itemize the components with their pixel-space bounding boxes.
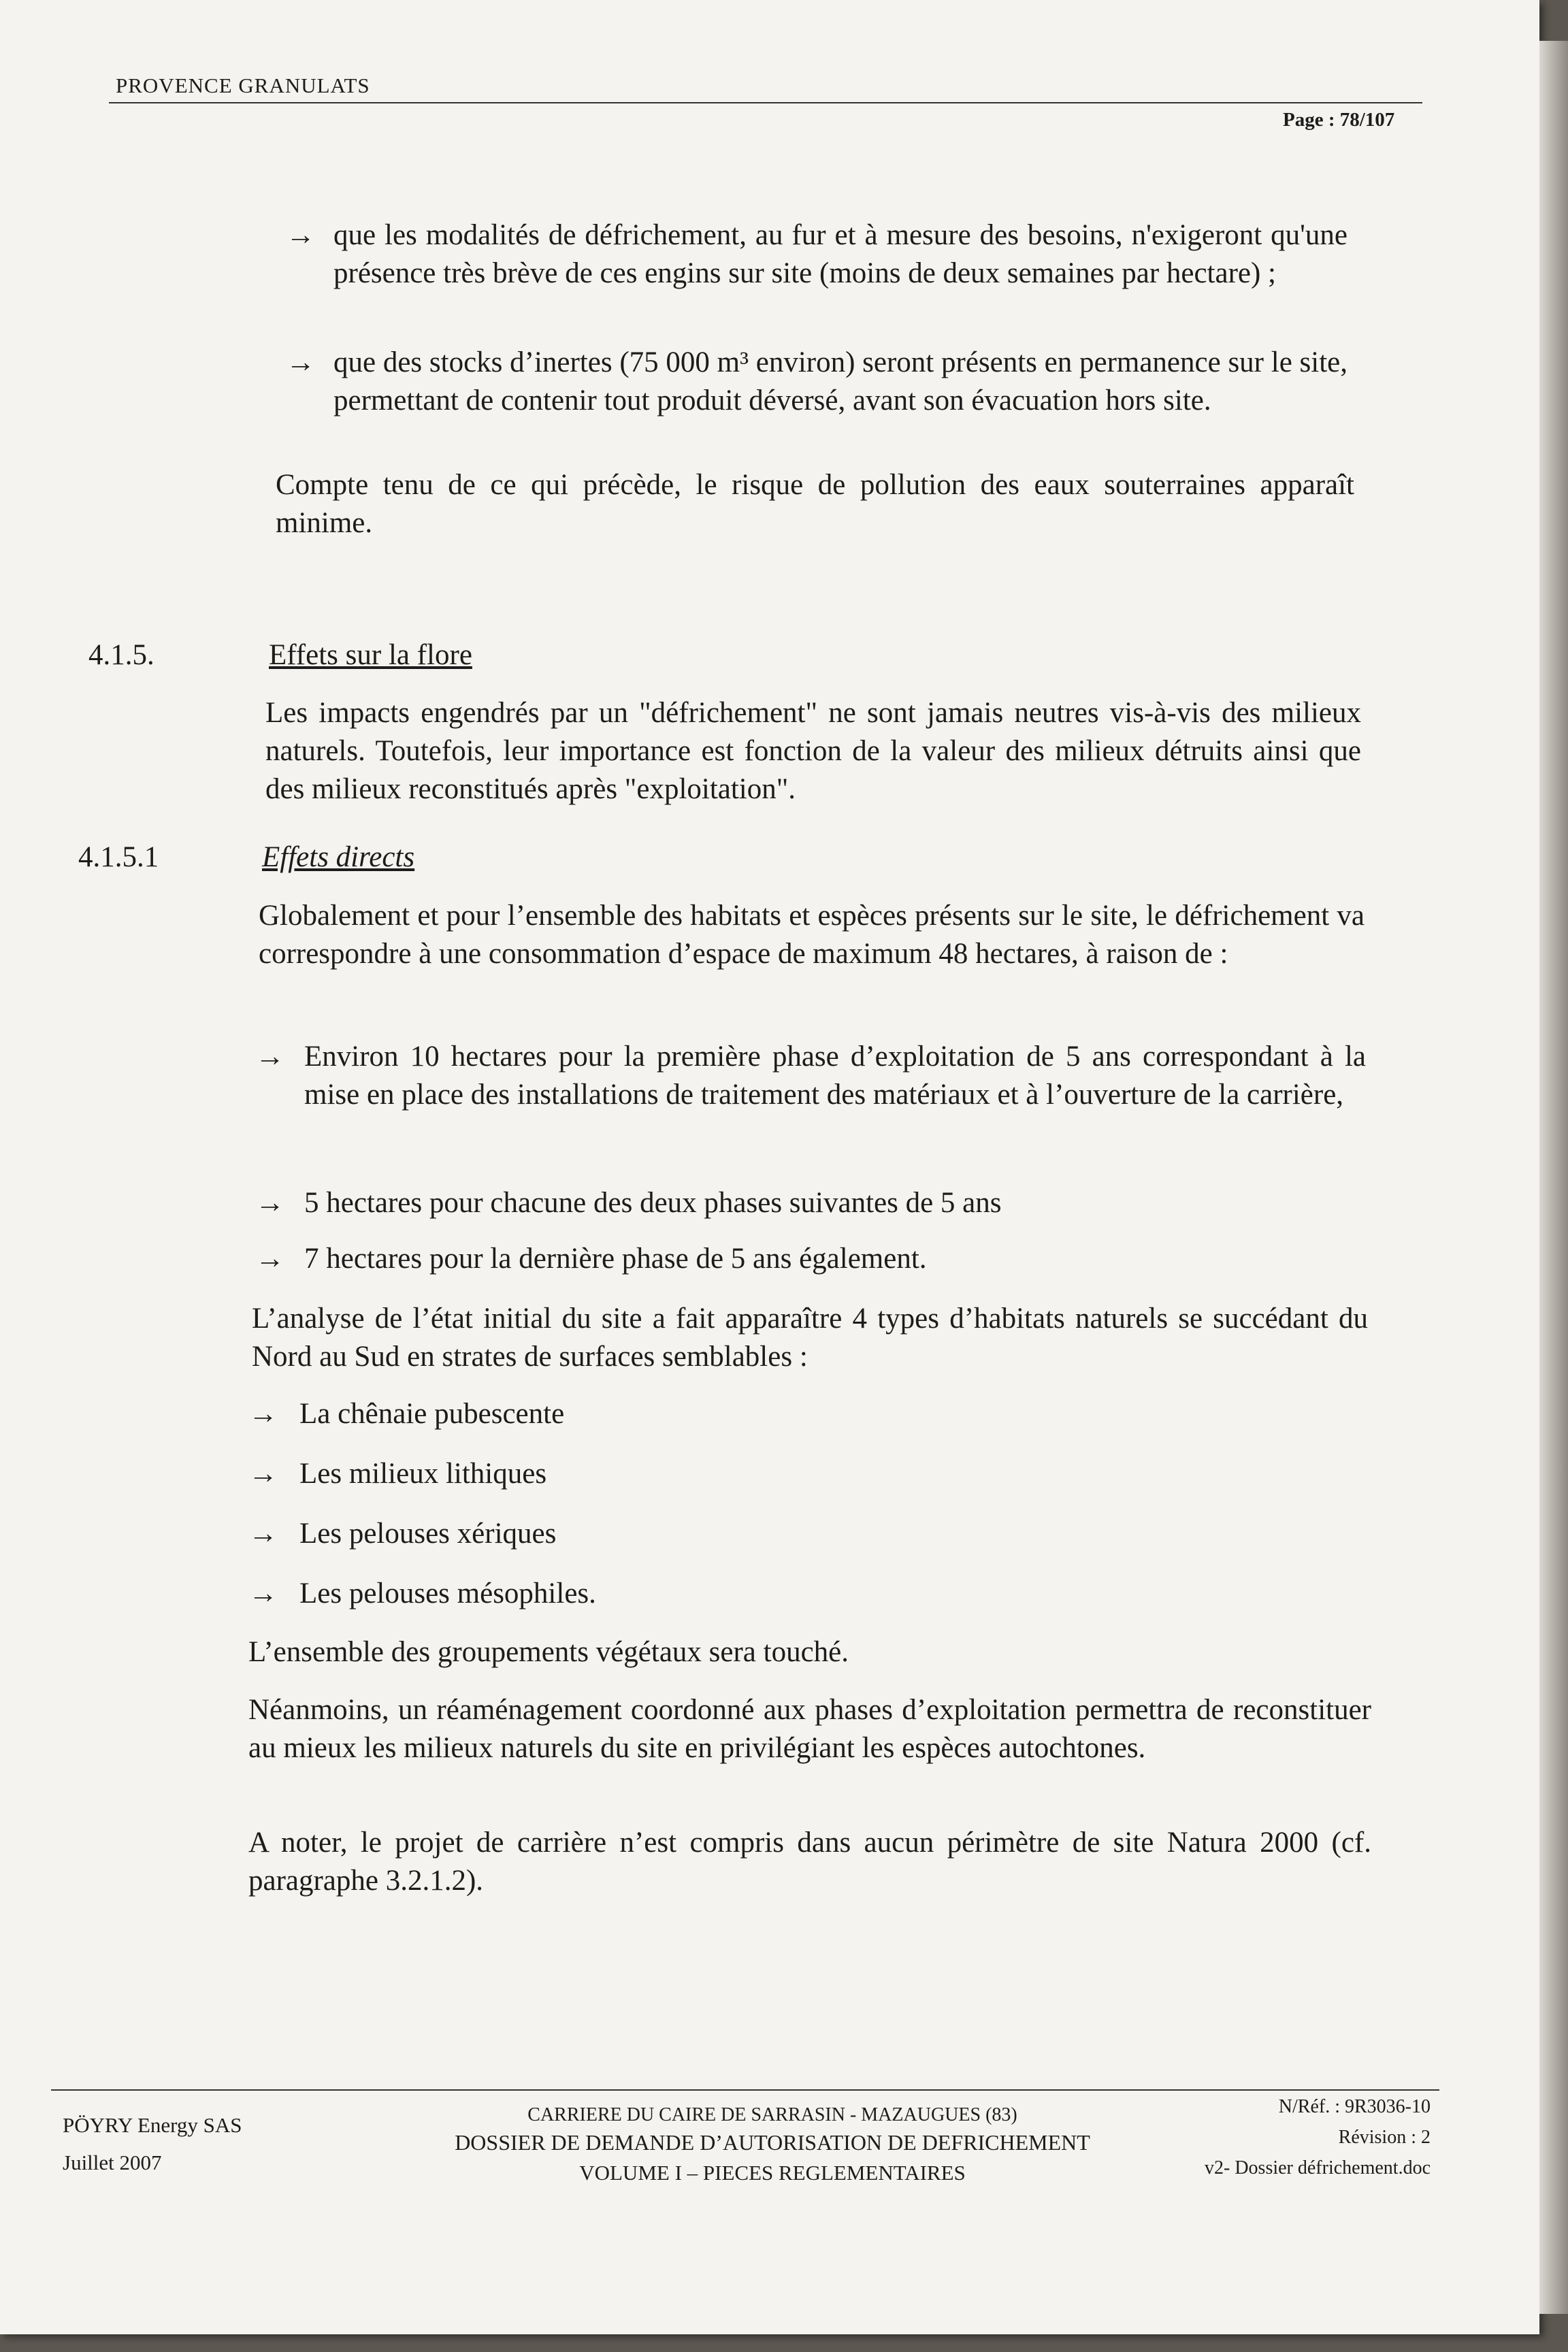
- paragraph-consumption: Globalement et pour l’ensemble des habitats et espèces présents sur le site, le défrichement va correspondre à une consommation d’espace de maximum 48 hectares, à raison de :: [259, 900, 1365, 970]
- section-paragraph: Les impacts engendrés par un "défrichement" ne sont jamais neutres vis-à-vis des milieux naturels. Toutefois, leur importance est fonction de la valeur des milieux détruits ainsi que des milieux reconstitués après "exploitation".: [265, 697, 1361, 805]
- arrow-icon: →: [248, 1398, 278, 1430]
- arrow-icon: →: [286, 219, 315, 251]
- section-number: 4.1.5.: [88, 639, 154, 671]
- arrow-icon: →: [248, 1578, 278, 1610]
- footer-dossier: DOSSIER DE DEMANDE D’AUTORISATION DE DEFRICHEMENT: [455, 2130, 1090, 2155]
- arrow-icon: →: [255, 1041, 284, 1073]
- arrow-icon: →: [286, 346, 315, 378]
- header-rule: [109, 102, 1422, 103]
- footer-rule: [51, 2089, 1439, 2091]
- subsection-title: Effets directs: [262, 841, 415, 873]
- page-stack-edge: [1539, 41, 1568, 2314]
- conclusion-paragraph: Compte tenu de ce qui précède, le risque de pollution des eaux souterraines apparaît minime.: [276, 469, 1354, 539]
- section-title: Effets sur la flore: [269, 639, 472, 671]
- bullet-text: que les modalités de défrichement, au fur et à mesure des besoins, n'exigeront qu'une présence très brève de ces engins sur site (moins de deux semaines par hectare) ;: [333, 219, 1348, 289]
- bullet-text: que des stocks d’inertes (75 000 m³ environ) seront présents en permanence sur le site, permettant de contenir tout produit déversé, avant son évacuation hors site.: [333, 346, 1348, 416]
- footer-filename: v2- Dossier défrichement.doc: [1205, 2157, 1431, 2178]
- arrow-icon: →: [248, 1518, 278, 1550]
- arrow-icon: →: [255, 1187, 284, 1219]
- subsection-number: 4.1.5.1: [78, 841, 159, 873]
- paragraph-natura: A noter, le projet de carrière n’est compris dans aucun périmètre de site Natura 2000 (cf. paragraphe 3.2.1.2).: [248, 1827, 1371, 1897]
- footer-revision: Révision : 2: [1338, 2127, 1431, 2148]
- paragraph-groupements: L’ensemble des groupements végétaux sera touché.: [248, 1636, 849, 1668]
- habitat-text: Les pelouses mésophiles.: [299, 1578, 596, 1610]
- habitat-text: Les pelouses xériques: [299, 1518, 557, 1550]
- header-company: PROVENCE GRANULATS: [116, 74, 370, 97]
- page-number: Page : 78/107: [1283, 109, 1395, 131]
- habitat-text: La chênaie pubescente: [299, 1398, 565, 1430]
- phase-text: 7 hectares pour la dernière phase de 5 ans également.: [304, 1243, 927, 1275]
- footer-company: PÖYRY Energy SAS: [63, 2113, 242, 2137]
- footer-project: CARRIERE DU CAIRE DE SARRASIN - MAZAUGUES (83): [527, 2104, 1017, 2125]
- paragraph-reamenagement: Néanmoins, un réaménagement coordonné aux phases d’exploitation permettra de reconstituer au mieux les milieux naturels du site en privilégiant les espèces autochtones.: [248, 1694, 1371, 1764]
- phase-text: Environ 10 hectares pour la première phase d’exploitation de 5 ans correspondant à la mise en place des installations de traitement des matériaux et à l’ouverture de la carrière,: [304, 1041, 1366, 1111]
- arrow-icon: →: [248, 1458, 278, 1490]
- footer-date: Juillet 2007: [63, 2151, 162, 2174]
- habitat-text: Les milieux lithiques: [299, 1458, 547, 1490]
- phase-text: 5 hectares pour chacune des deux phases suivantes de 5 ans: [304, 1187, 1002, 1219]
- arrow-icon: →: [255, 1243, 284, 1275]
- show-through: [109, 225, 116, 260]
- paragraph-habitats-intro: L’analyse de l’état initial du site a fait apparaître 4 types d’habitats naturels se succédant du Nord au Sud en strates de surfaces semblables :: [252, 1303, 1368, 1373]
- footer-reference: N/Réf. : 9R3036-10: [1278, 2096, 1431, 2117]
- footer-volume: VOLUME I – PIECES REGLEMENTAIRES: [579, 2161, 966, 2185]
